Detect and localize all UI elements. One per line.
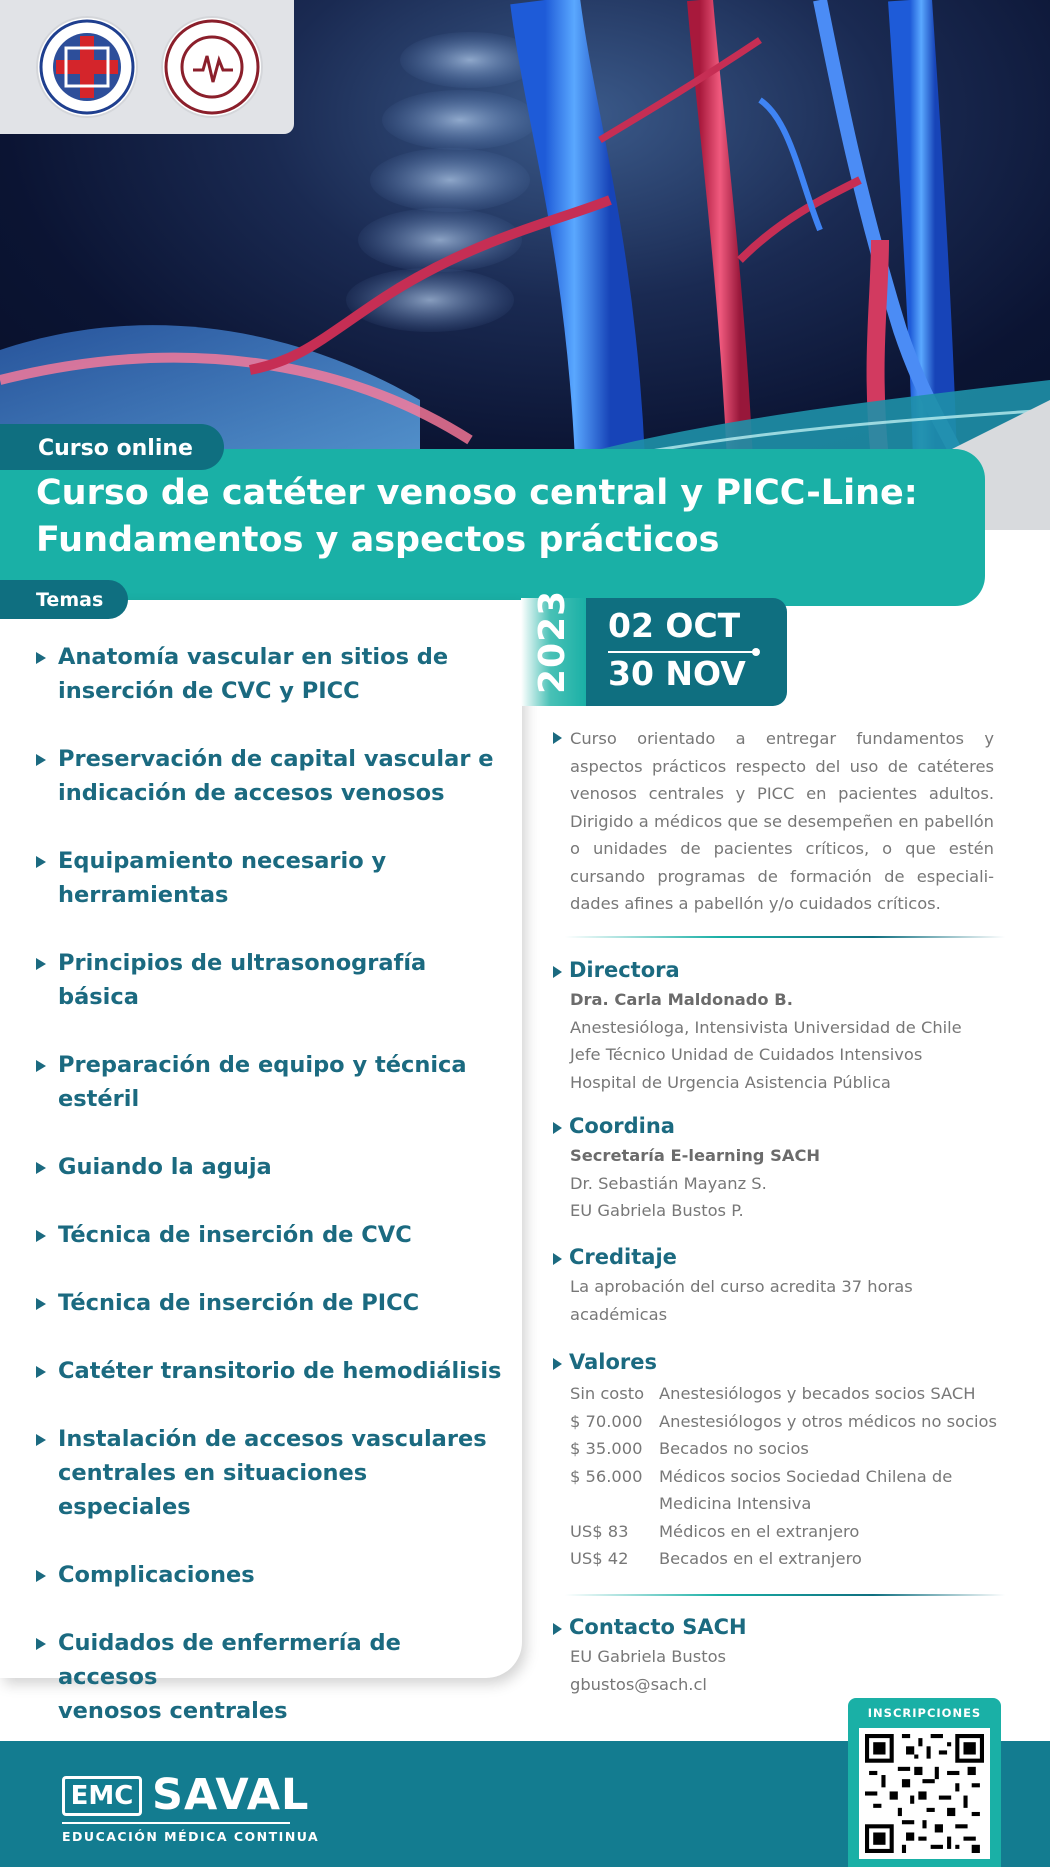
topic-item: Anatomía vascular en sitios de inserción de CVC y PICC — [36, 640, 506, 708]
bullet-arrow-icon — [36, 1570, 46, 1582]
end-date: 30 NOV — [608, 654, 746, 693]
date-divider — [608, 651, 756, 653]
price-row: $ 56.000 Médicos socios Sociedad Chilena de Medicina Intensiva — [570, 1466, 953, 1513]
topic-item: Guiando la aguja — [36, 1150, 506, 1184]
bullet-arrow-icon — [36, 1230, 46, 1242]
directora-name: Dra. Carla Maldonado B. — [570, 990, 793, 1009]
bullet-arrow-icon — [36, 754, 46, 766]
date-block — [521, 589, 787, 706]
section-divider — [565, 1594, 1005, 1596]
saval-logo: SAVAL — [152, 1770, 310, 1820]
year-box — [521, 589, 586, 706]
bullet-arrow-icon — [36, 1638, 46, 1650]
bullet-arrow-icon — [36, 1162, 46, 1174]
qr-code-graphic — [865, 1734, 984, 1853]
title-line-1: Curso de catéter venoso central y PICC-Line: — [36, 473, 918, 513]
bullet-arrow-icon — [553, 1122, 562, 1134]
topics-label: Temas — [0, 580, 128, 619]
bullet-arrow-icon — [553, 1623, 562, 1635]
section-divider — [565, 936, 1005, 938]
price-row: Sin costo Anestesiólogos y becados socios SACH — [570, 1384, 976, 1403]
contact-email[interactable]: gbustos@sach.cl — [570, 1674, 707, 1694]
course-type-badge: Curso online — [0, 424, 224, 470]
topic-item: Preparación de equipo y técnica estéril — [36, 1048, 506, 1116]
course-description: Curso orientado a entregar fundamentos y aspectos prácticos respecto del uso de catéteres venosos centrales y PICC en pacientes adultos. Dirigido a médicos que se desempeñen en pabellón o unidades de pacientes críticos, o que estén cursando programas de formación de especialidades afines a pabellón y/o cuidados críticos. — [570, 729, 994, 913]
course-title — [36, 470, 956, 564]
price-row: $ 35.000 Becados no socios — [570, 1439, 809, 1458]
date-range — [586, 598, 787, 706]
topic-item: Complicaciones — [36, 1558, 506, 1592]
bullet-arrow-icon — [553, 732, 562, 744]
price-row: US$ 42 Becados en el extranjero — [570, 1549, 862, 1568]
creditaje-details: La aprobación del curso acredita 37 horas académicas — [570, 1277, 913, 1324]
contact-name: EU Gabriela Bustos — [570, 1647, 727, 1666]
bullet-arrow-icon — [36, 1060, 46, 1072]
bullet-arrow-icon — [36, 1298, 46, 1310]
qr-code[interactable] — [859, 1728, 990, 1859]
coordina-heading: Coordina — [569, 1114, 675, 1138]
valores-heading: Valores — [569, 1350, 657, 1374]
topic-item: Instalación de accesos vasculares centrales en situaciones especiales — [36, 1422, 506, 1524]
year: 2023 — [532, 589, 573, 694]
topic-item: Cuidados de enfermería de accesos venosos centrales — [36, 1626, 506, 1728]
bullet-arrow-icon — [36, 652, 46, 664]
bullet-arrow-icon — [36, 1366, 46, 1378]
bullet-arrow-icon — [36, 958, 46, 970]
topic-item: Técnica de inserción de CVC — [36, 1218, 506, 1252]
logo-underline — [62, 1822, 290, 1824]
topics-list — [36, 640, 506, 1762]
contacto-heading: Contacto SACH — [569, 1615, 747, 1639]
qr-label: INSCRIPCIONES — [867, 1706, 982, 1720]
emc-logo-box: EMC — [62, 1776, 142, 1816]
topic-item: Catéter transitorio de hemodiálisis — [36, 1354, 506, 1388]
topic-item: Técnica de inserción de PICC — [36, 1286, 506, 1320]
topic-item: Preservación de capital vascular e indicación de accesos venosos — [36, 742, 506, 810]
price-row: $ 70.000 Anestesiólogos y otros médicos no socios — [570, 1411, 997, 1431]
bullet-arrow-icon — [36, 1434, 46, 1446]
date-divider-dot — [752, 648, 760, 656]
logo-tagline: EDUCACIÓN MÉDICA CONTINUA — [62, 1829, 320, 1844]
coordina-details: Secretaría E-learning SACH Dr. Sebastián Mayanz S. EU Gabriela Bustos P. — [570, 1142, 1020, 1225]
price-row: US$ 83 Médicos en el extranjero — [570, 1521, 860, 1541]
price-table — [570, 1380, 1030, 1573]
bullet-arrow-icon — [553, 1253, 562, 1265]
coordina-name: Secretaría E-learning SACH — [570, 1146, 821, 1165]
sach-logo — [38, 18, 136, 116]
directora-heading: Directora — [569, 958, 680, 982]
creditaje-heading: Creditaje — [569, 1245, 677, 1269]
registration-qr-card[interactable] — [848, 1698, 1001, 1867]
bullet-arrow-icon — [553, 1358, 562, 1370]
contacto-details — [570, 1643, 1020, 1698]
directora-details: Dra. Carla Maldonado B. Anestesióloga, Intensivista Universidad de Chile Jefe Técnico Unidad de Cuidados Intensivos Hospital de Urgencia Asistencia Pública — [570, 986, 1020, 1096]
topic-item: Equipamiento necesario y herramientas — [36, 844, 506, 912]
bullet-arrow-icon — [553, 966, 562, 978]
topic-item: Principios de ultrasonografía básica — [36, 946, 506, 1014]
bullet-arrow-icon — [36, 856, 46, 868]
title-line-2: Fundamentos y aspectos prácticos — [36, 520, 720, 560]
start-date: 02 OCT — [608, 606, 741, 645]
sochimi-logo — [163, 18, 261, 116]
logos-panel — [0, 0, 294, 134]
